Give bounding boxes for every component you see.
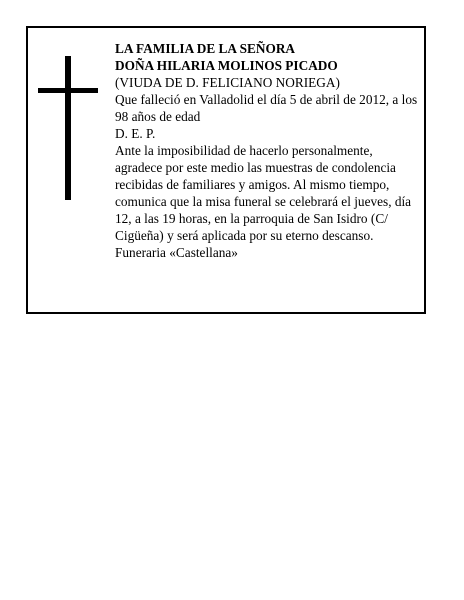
dep-initials: D. E. P. (115, 126, 156, 141)
death-statement: Que falleció en Valladolid el día 5 de abril de 2012, a los 98 años de edad (115, 92, 418, 124)
body-paragraph: Ante la imposibilidad de hacerlo personalmente, agradece por este medio las muestras de condolencia recibidas de familiares y amigos. Al mismo tiempo, comunica que la misa funeral se celebrará el jueves, día 12, a las 19 horas, en la parroquia de San Isidro (C/ Cigüeña) y será aplicada por su eterno descanso. (115, 143, 412, 243)
latin-cross-icon (38, 56, 98, 200)
cross-horizontal-bar (38, 88, 98, 93)
obituary-notice (26, 26, 426, 314)
cross-vertical-bar (65, 56, 71, 200)
heading-line-1: LA FAMILIA DE LA SEÑORA (115, 41, 296, 56)
funeral-home: Funeraria «Castellana» (115, 245, 238, 260)
heading-line-2: DOÑA HILARIA MOLINOS PICADO (115, 58, 338, 73)
subtitle: (VIUDA DE D. FELICIANO NORIEGA) (115, 75, 340, 90)
notice-text (115, 40, 421, 261)
